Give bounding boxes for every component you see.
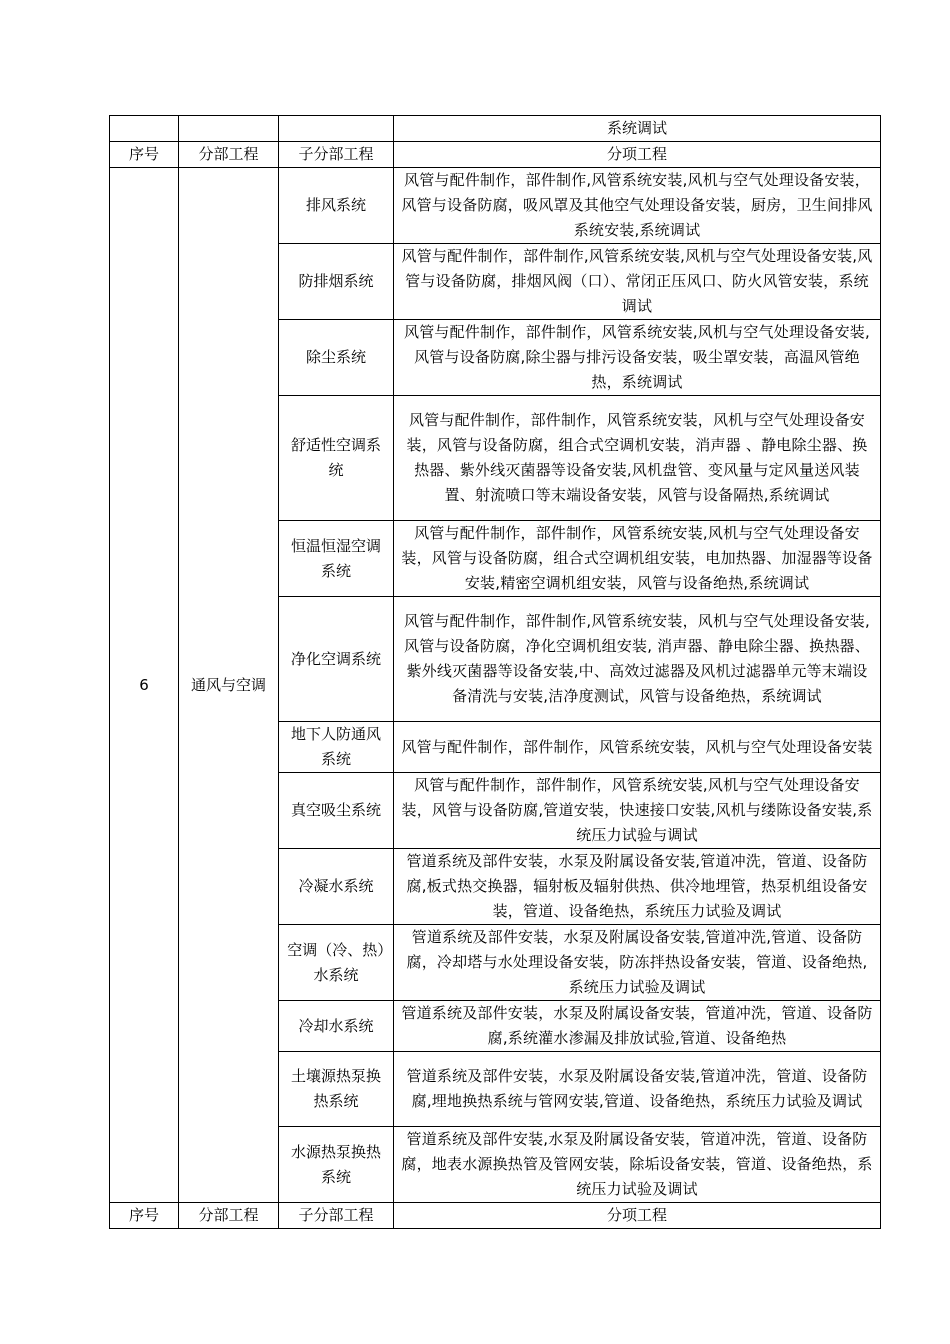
cell-empty <box>279 116 394 142</box>
cell-items-continuation: 系统调试 <box>394 116 881 142</box>
cell-items: 风管与配件制作，部件制作,风管系统安装,风机与空气处理设备安装,风管与设备防腐，排烟风阀（口）、常闭正压风口、防火风管安装，系统调试 <box>394 244 881 320</box>
cell-subdivision: 土壤源热泵换热系统 <box>279 1052 394 1127</box>
cell-items: 风管与配件制作，部件制作，风管系统安装,风机与空气处理设备安装，风管与设备防腐，组合式空调机组安装，电加热器、加湿器等设备安装,精密空调机组安装，风管与设备绝热,系统调试 <box>394 521 881 597</box>
cell-subdivision: 真空吸尘系统 <box>279 773 394 849</box>
footer-items: 分项工程 <box>394 1203 881 1229</box>
cell-subdivision: 舒适性空调系统 <box>279 396 394 521</box>
table-footer-row <box>110 1203 881 1229</box>
table-row <box>110 168 881 244</box>
cell-items: 管道系统及部件安装，水泵及附属设备安装,管道冲洗，管道、设备防腐,板式热交换器，辐射板及辐射供热、供冷地埋管，热泵机组设备安装，管道、设备绝热，系统压力试验及调试 <box>394 849 881 925</box>
cell-items: 管道系统及部件安装，水泵及附属设备安装，管道冲洗，管道、设备防腐,系统灌水渗漏及排放试验,管道、设备绝热 <box>394 1001 881 1052</box>
cell-items: 管道系统及部件安装，水泵及附属设备安装,管道冲洗，管道、设备防腐,埋地换热系统与管网安装,管道、设备绝热，系统压力试验及调试 <box>394 1052 881 1127</box>
cell-subdivision: 防排烟系统 <box>279 244 394 320</box>
division-table <box>109 115 881 1229</box>
footer-subdivision: 子分部工程 <box>279 1203 394 1229</box>
table-row-continuation <box>110 116 881 142</box>
cell-subdivision: 冷却水系统 <box>279 1001 394 1052</box>
cell-seq: 6 <box>110 168 179 1203</box>
cell-empty <box>179 116 279 142</box>
cell-items: 风管与配件制作，部件制作，风管系统安装，风机与空气处理设备安装 <box>394 722 881 773</box>
cell-subdivision: 净化空调系统 <box>279 597 394 722</box>
cell-empty <box>110 116 179 142</box>
cell-division: 通风与空调 <box>179 168 279 1203</box>
cell-items: 风管与配件制作，部件制作，风管系统安装，风机与空气处理设备安装，风管与设备防腐，组合式空调机安装，消声器 、静电除尘器、换热器、紫外线灭菌器等设备安装,风机盘管、变风量与定风量送风装置、射流喷口等末端设备安装，风管与设备隔热,系统调试 <box>394 396 881 521</box>
cell-subdivision: 除尘系统 <box>279 320 394 396</box>
cell-subdivision: 冷凝水系统 <box>279 849 394 925</box>
header-subdivision: 子分部工程 <box>279 142 394 168</box>
cell-subdivision: 空调（冷、热）水系统 <box>279 925 394 1001</box>
cell-subdivision: 地下人防通风系统 <box>279 722 394 773</box>
cell-subdivision: 排风系统 <box>279 168 394 244</box>
cell-subdivision: 水源热泵换热系统 <box>279 1127 394 1203</box>
cell-subdivision: 恒温恒湿空调系统 <box>279 521 394 597</box>
footer-seq: 序号 <box>110 1203 179 1229</box>
header-items: 分项工程 <box>394 142 881 168</box>
cell-items: 管道系统及部件安装，水泵及附属设备安装,管道冲洗,管道、设备防腐，冷却塔与水处理设备安装，防冻拌热设备安装，管道、设备绝热,系统压力试验及调试 <box>394 925 881 1001</box>
cell-items: 管道系统及部件安装,水泵及附属设备安装，管道冲洗，管道、设备防腐，地表水源换热管及管网安装，除垢设备安装，管道、设备绝热，系统压力试验及调试 <box>394 1127 881 1203</box>
cell-items: 风管与配件制作，部件制作,风管系统安装，风机与空气处理设备安装,风管与设备防腐，净化空调机组安装, 消声器、静电除尘器、换热器、紫外线灭菌器等设备安装,中、高效过滤器及风机过滤器单元等末端设备清洗与安装,洁净度测试，风管与设备绝热，系统调试 <box>394 597 881 722</box>
footer-division: 分部工程 <box>179 1203 279 1229</box>
table-header-row <box>110 142 881 168</box>
header-seq: 序号 <box>110 142 179 168</box>
cell-items: 风管与配件制作，部件制作，风管系统安装,风机与空气处理设备安装,风管与设备防腐,除尘器与排污设备安装，吸尘罩安装，高温风管绝热，系统调试 <box>394 320 881 396</box>
header-division: 分部工程 <box>179 142 279 168</box>
cell-items: 风管与配件制作，部件制作，风管系统安装,风机与空气处理设备安装，风管与设备防腐,管道安装，快速接口安装,风机与缕陈设备安装,系统压力试验与调试 <box>394 773 881 849</box>
cell-items: 风管与配件制作，部件制作,风管系统安装,风机与空气处理设备安装，风管与设备防腐，吸风罩及其他空气处理设备安装，厨房，卫生间排风系统安装,系统调试 <box>394 168 881 244</box>
